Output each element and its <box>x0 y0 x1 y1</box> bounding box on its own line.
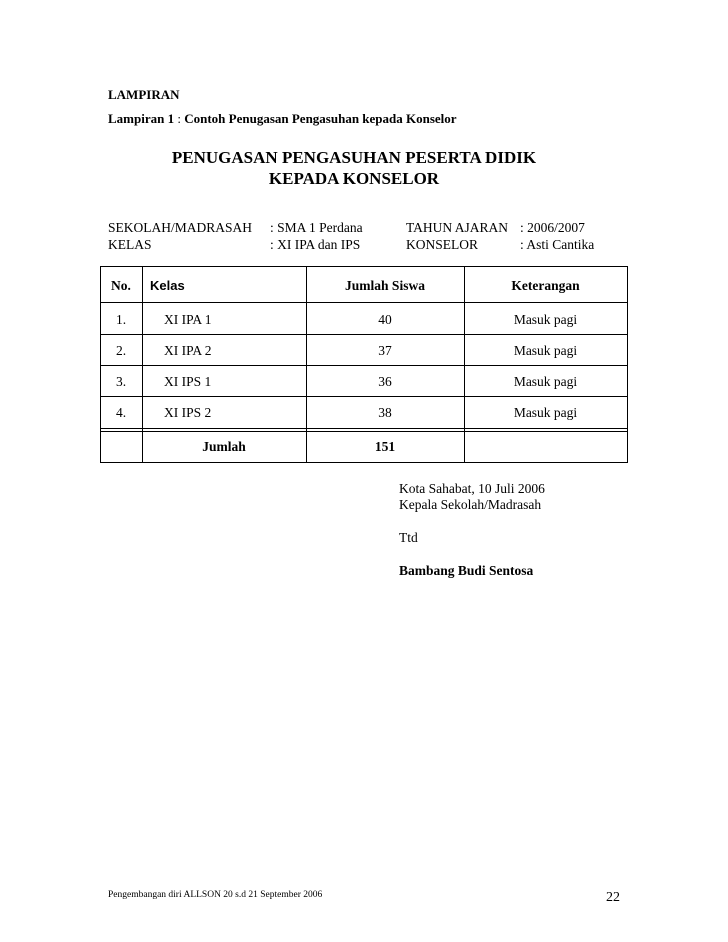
cell-keterangan: Masuk pagi <box>513 405 578 420</box>
cell-jumlah: 37 <box>378 343 392 358</box>
signature-name: Bambang Budi Sentosa <box>399 563 534 578</box>
appendix-separator: : <box>174 111 185 126</box>
page-number: 22 <box>606 890 620 905</box>
counselor-label: KONSELOR <box>406 237 479 252</box>
school-label: SEKOLAH/MADRASAH <box>108 220 253 235</box>
table-border-bottom <box>100 462 628 463</box>
signature-place-date: Kota Sahabat, 10 Juli 2006 <box>399 481 545 496</box>
table-border-top <box>100 266 628 267</box>
table-border-right <box>627 266 628 463</box>
table-rule <box>100 428 628 429</box>
cell-keterangan: Masuk pagi <box>513 312 578 327</box>
footer-text: Pengembangan diri ALLSON 20 s.d 21 September 2006 <box>108 890 323 900</box>
year-label: TAHUN AJARAN <box>406 220 509 235</box>
table-rule <box>100 334 628 335</box>
cell-no: 3. <box>116 374 127 389</box>
cell-jumlah: 40 <box>378 312 392 327</box>
year-value: : 2006/2007 <box>520 220 585 235</box>
cell-jumlah: 36 <box>378 374 392 389</box>
cell-no: 2. <box>116 343 127 358</box>
document-title-line2: KEPADA KONSELOR <box>268 169 440 188</box>
table-col-divider <box>464 266 465 463</box>
cell-no: 4. <box>116 405 127 420</box>
table-border-left <box>100 266 101 463</box>
table-rule <box>100 396 628 397</box>
school-value: : SMA 1 Perdana <box>270 220 363 235</box>
cell-kelas: XI IPS 1 <box>164 374 212 389</box>
table-rule-double <box>100 431 628 432</box>
header-kelas: Kelas <box>150 278 185 293</box>
class-value: : XI IPA dan IPS <box>270 237 361 252</box>
appendix-number: Lampiran 1 <box>108 111 175 126</box>
total-value: 151 <box>374 439 396 454</box>
header-keterangan: Keterangan <box>511 278 580 293</box>
appendix-description: Contoh Penugasan Pengasuhan kepada Konselor <box>184 111 457 126</box>
table-rule <box>100 365 628 366</box>
document-title-line1: PENUGASAN PENGASUHAN PESERTA DIDIK <box>171 148 537 167</box>
header-no: No. <box>111 278 131 293</box>
cell-no: 1. <box>116 312 127 327</box>
appendix-label: LAMPIRAN <box>108 87 180 102</box>
appendix-subtitle <box>108 111 457 127</box>
header-jumlah-siswa: Jumlah Siswa <box>345 278 425 293</box>
table-col-divider <box>306 266 307 463</box>
class-label: KELAS <box>108 237 152 252</box>
signature-position: Kepala Sekolah/Madrasah <box>399 497 542 512</box>
cell-kelas: XI IPS 2 <box>164 405 212 420</box>
cell-kelas: XI IPA 1 <box>164 312 212 327</box>
table-col-divider <box>142 266 143 463</box>
counselor-value: : Asti Cantika <box>520 237 595 252</box>
total-label: Jumlah <box>202 439 246 454</box>
table-rule <box>100 302 628 303</box>
cell-kelas: XI IPA 2 <box>164 343 212 358</box>
signature-ttd: Ttd <box>399 530 418 545</box>
cell-keterangan: Masuk pagi <box>513 374 578 389</box>
cell-jumlah: 38 <box>378 405 392 420</box>
cell-keterangan: Masuk pagi <box>513 343 578 358</box>
